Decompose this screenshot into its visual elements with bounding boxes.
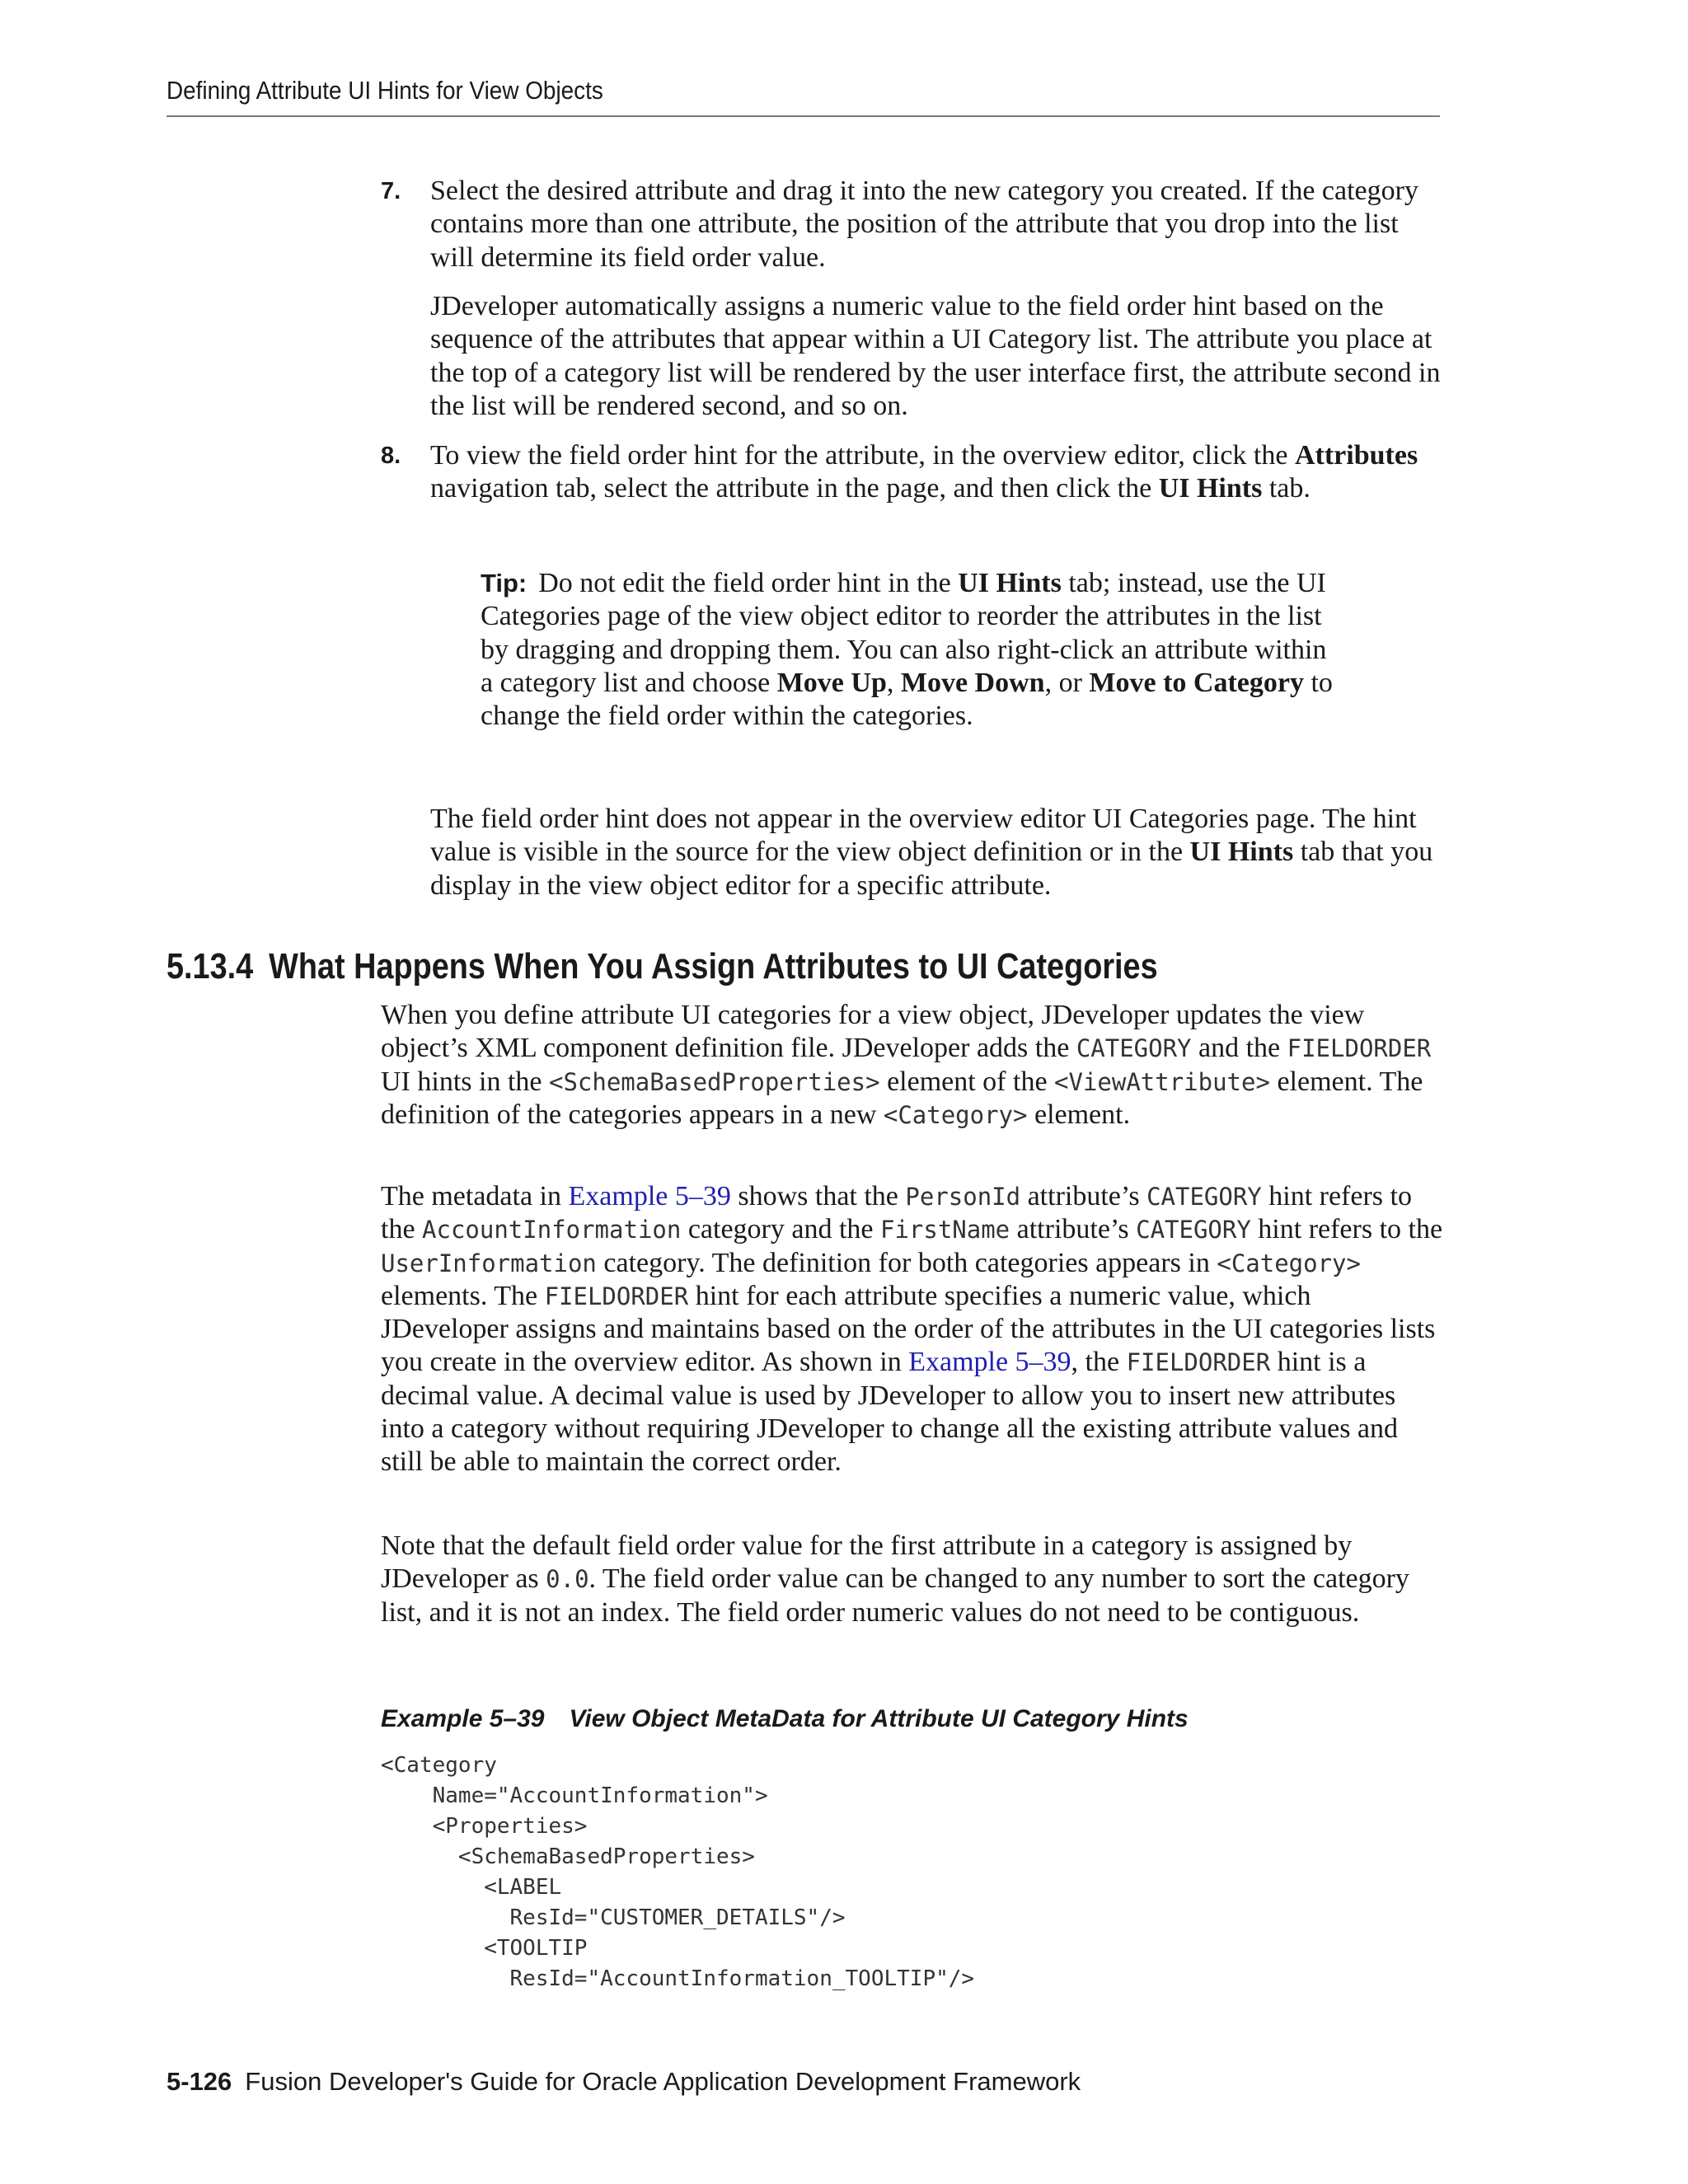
code-example: <Category Name="AccountInformation"> <Properties> <SchemaBasedProperties> <LABEL ResId="CUSTOMER_DETAILS"/> <TOOLTIP ResId="AccountInformation_TOOLTIP"/> [381, 1753, 975, 1991]
tip-text: Do not edit the field order hint in the UI Hints tab; instead, use the UI Categories page of the view object editor to reorder the attributes in the list by dragging and dropping them. You can also right-click an attribute within a category list and choose Move Up, Move Down, or Move to Category to change the field order within the categories. [481, 568, 1333, 732]
inline-code: UserInformation [381, 1249, 597, 1277]
section-number: 5.13.4 [166, 946, 254, 987]
inline-code: <Category> [1217, 1249, 1361, 1277]
step-8-followup [430, 803, 1444, 902]
paragraph: JDeveloper automatically assigns a numeric value to the field order hint based on the sequence of the attributes that appear within a UI Category list. The attribute you place at the top of a category list will be rendered by the user interface first, the attribute second in the list will be rendered second, and so on. [430, 291, 1441, 421]
page-number: 5-126 [166, 2067, 232, 2096]
header-rule [166, 115, 1440, 117]
step-number: 8. [381, 443, 401, 469]
paragraph-3 [381, 1530, 1444, 1629]
inline-code: FirstName [880, 1216, 1010, 1244]
inline-code: <SchemaBasedProperties> [548, 1067, 880, 1096]
example-title [381, 1703, 1189, 1736]
inline-code: FIELDORDER [544, 1282, 689, 1310]
step-number: 7. [381, 178, 401, 204]
example-caption: View Object MetaData for Attribute UI Category Hints [569, 1705, 1189, 1732]
bold-term: Attributes [1294, 440, 1418, 471]
example-number: Example 5–39 [381, 1705, 545, 1732]
paragraph-1 [381, 999, 1444, 1132]
step-text: Select the desired attribute and drag it into the new category you created. If the category contains more than one attribute, the position of the attribute that you drop into the list will determine its field order value. [430, 176, 1418, 273]
step-7-followup [430, 290, 1444, 423]
page-footer [166, 2067, 1081, 2097]
bold-term: Move Down [900, 667, 1045, 698]
paragraph: When you define attribute UI categories for a view object, JDeveloper updates the view object’s XML component definition file. JDeveloper adds the CATEGORY and the FIELDORDER UI hints in the <SchemaBasedProperties> element of the <ViewAttribute> element. The definition of the categories appears in a new <Category> element. [381, 1000, 1432, 1130]
paragraph: The field order hint does not appear in the overview editor UI Categories page. The hint value is visible in the source for the view object definition or in the UI Hints tab that you display in the view object editor for a specific attribute. [430, 804, 1433, 901]
bold-term: UI Hints [958, 568, 1062, 598]
running-header: Defining Attribute UI Hints for View Objects [166, 76, 603, 105]
inline-code: <ViewAttribute> [1054, 1067, 1270, 1096]
inline-code: PersonId [905, 1183, 1021, 1211]
cross-reference-link[interactable]: Example 5–39 [568, 1181, 731, 1212]
cross-reference-link[interactable]: Example 5–39 [908, 1347, 1071, 1378]
book-title: Fusion Developer's Guide for Oracle Application Development Framework [245, 2067, 1081, 2096]
bold-term: Move to Category [1089, 667, 1304, 698]
inline-code: FIELDORDER [1126, 1348, 1271, 1377]
section-heading [166, 946, 1158, 987]
paragraph: The metadata in Example 5–39 shows that the PersonId attribute’s CATEGORY hint refers to the AccountInformation category and the FirstName attribute’s CATEGORY hint refers to the UserInformation category. The definition for both categories appears in <Category> elements. The FIELDORDER hint for each attribute specifies a numeric value, which JDeveloper assigns and maintains based on the order of the attributes in the UI categories lists you create in the overview editor. As shown in Example 5–39, the FIELDORDER hint is a decimal value. A decimal value is used by JDeveloper to allow you to insert new attributes into a category without requiring JDeveloper to change all the existing attribute values and still be able to maintain the correct order. [381, 1181, 1443, 1478]
paragraph-2 [381, 1180, 1444, 1479]
inline-code: CATEGORY [1136, 1216, 1251, 1244]
bold-term: UI Hints [1158, 473, 1263, 504]
inline-code: FIELDORDER [1287, 1034, 1432, 1063]
inline-code: <Category> [883, 1100, 1028, 1129]
inline-code: 0.0 [546, 1565, 589, 1594]
paragraph: Note that the default field order value for the first attribute in a category is assigned by JDeveloper as 0.0. The field order value can be changed to any number to sort the category list, and it is not an index. The field order numeric values do not need to be contiguous. [381, 1530, 1409, 1628]
inline-code: CATEGORY [1076, 1034, 1192, 1063]
section-title: What Happens When You Assign Attributes to UI Categories [269, 946, 1158, 987]
tip-label: Tip: [481, 569, 528, 598]
tip-note [481, 567, 1338, 733]
bold-term: Move Up [776, 667, 887, 698]
step-7 [381, 175, 1444, 274]
step-text: To view the field order hint for the attribute, in the overview editor, click the Attributes navigation tab, select the attribute in the page, and then click the UI Hints tab. [430, 440, 1418, 504]
inline-code: CATEGORY [1146, 1183, 1262, 1211]
inline-code: AccountInformation [422, 1216, 682, 1244]
bold-term: UI Hints [1189, 837, 1294, 868]
step-8 [381, 439, 1444, 506]
